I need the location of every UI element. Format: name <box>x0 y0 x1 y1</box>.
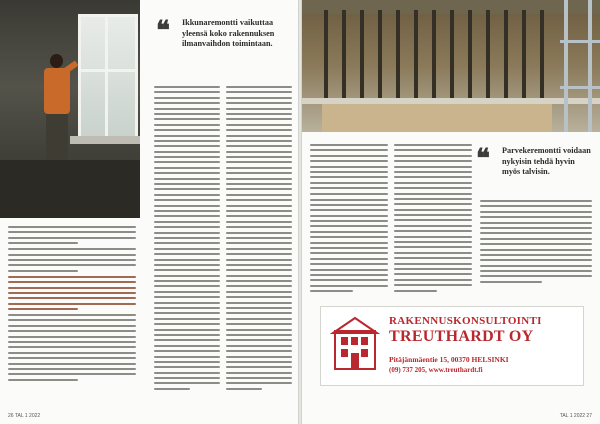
page-folio-right: TAL 1 2022 27 <box>559 413 592 419</box>
pull-quote-text: Parvekeremontti voidaan nykyisin tehdä hyvin myös talvisin. <box>502 146 591 176</box>
right-page <box>302 0 600 424</box>
radiator <box>0 160 140 218</box>
left-page <box>0 0 298 424</box>
window-sill <box>70 136 140 144</box>
treuthardt-advertisement[interactable] <box>320 306 584 386</box>
pull-quote-left <box>156 18 290 50</box>
ad-company-name <box>389 315 579 345</box>
text-column-3 <box>226 86 292 393</box>
page-folio-left: 26 TAL 1 2022 <box>8 413 41 419</box>
text-column-1 <box>8 226 136 384</box>
window-renovation-photo <box>0 0 140 218</box>
balcony-floor <box>322 104 552 132</box>
ad-address: Pitäjänmäentie 15, 00370 HELSINKI <box>389 355 509 364</box>
building-logo-icon <box>329 315 381 371</box>
ad-line-2: TREUTHARDT OY <box>389 328 534 345</box>
pull-quote-text: Ikkunaremontti vaikuttaa yleensä koko rakennuksen ilmanvaihdon toimintaan. <box>182 18 275 48</box>
text-column-4 <box>310 144 388 296</box>
text-column-2 <box>154 86 220 393</box>
quote-mark-icon: ❝ <box>476 144 490 174</box>
balcony-renovation-photo <box>302 0 600 132</box>
ad-phone-website[interactable]: (09) 737 205, www.treuthardt.fi <box>389 366 483 374</box>
text-column-5 <box>394 144 472 295</box>
text-column-6 <box>480 200 592 286</box>
pull-quote-right <box>476 146 594 178</box>
window-frame <box>78 14 138 140</box>
quote-mark-icon: ❝ <box>156 16 170 46</box>
ad-line-1: RAKENNUSKONSULTOINTI <box>389 315 542 327</box>
